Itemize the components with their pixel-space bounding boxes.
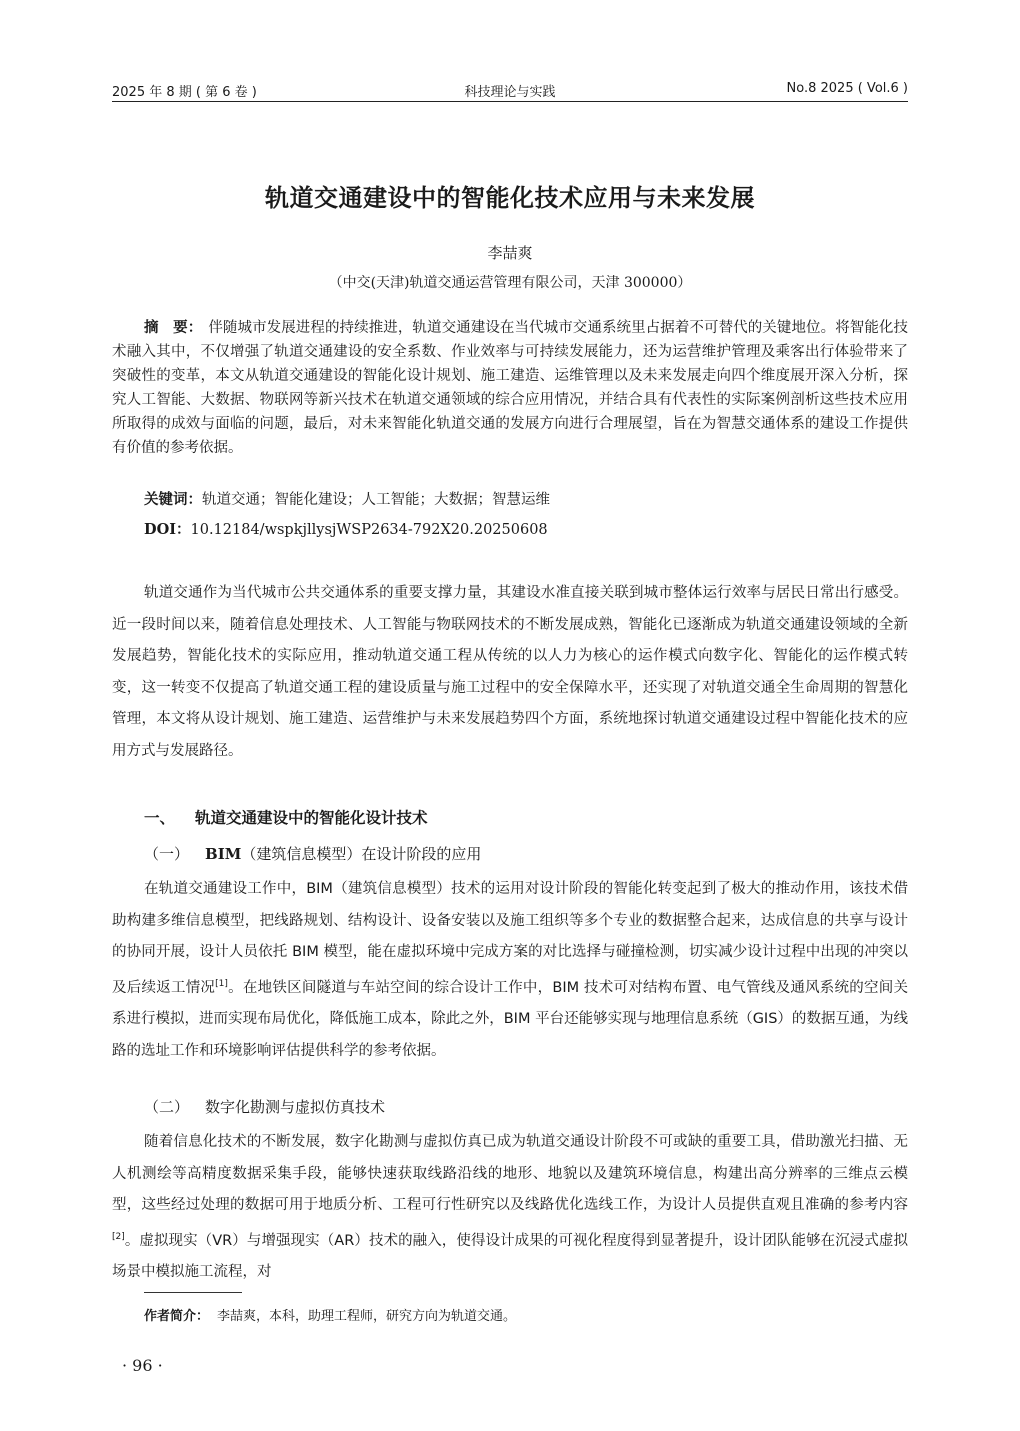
subsection-number: （一） bbox=[144, 845, 190, 863]
footnote-text: 李喆爽，本科，助理工程师，研究方向为轨道交通。 bbox=[217, 1309, 517, 1324]
author-footnote bbox=[144, 1305, 516, 1324]
author-affiliation: （中交(天津)轨道交通运营管理有限公司，天津 300000） bbox=[328, 275, 692, 291]
issue-info: 2025 年 8 期 ( 第 6 卷 ) bbox=[112, 85, 257, 100]
intro-paragraph: 轨道交通作为当代城市公共交通体系的重要支撑力量，其建设水准直接关联到城市整体运行效率与居民日常出行感受。近一段时间以来，随着信息处理技术、人工智能与物联网技术的不断发展成熟，智能化已逐渐成为轨道交通建设领域的全新发展趋势，智能化技术的实际应用，推动轨道交通工程从传统的以人力为核心的运作模式向数字化、智能化的运作模式转变，这一转变不仅提高了轨道交通工程的建设质量与施工过程中的安全保障水平，还实现了对轨道交通全生命周期的智慧化管理，本文将从设计规划、施工建造、运营维护与未来发展趋势四个方面，系统地探讨轨道交通建设过程中智能化技术的应用方式与发展路径。 bbox=[112, 585, 908, 759]
subsection-heading-1 bbox=[144, 843, 481, 864]
survey-paragraph-main: 随着信息化技术的不断发展，数字化勘测与虚拟仿真已成为轨道交通设计阶段不可或缺的重要工具，借助激光扫描、无人机测绘等高精度数据采集手段，能够快速获取线路沿线的地形、地貌以及建筑环境信息，构建出高分辨率的三维点云模型，这些经过处理的数据可用于地质分析、工程可行性研究以及线路优化选线工作，为设计人员提供直观且准确的参考内容 bbox=[112, 1134, 908, 1213]
keywords-text: 轨道交通；智能化建设；人工智能；大数据；智慧运维 bbox=[202, 492, 550, 508]
bim-paragraph-main: 在轨道交通建设工作中，BIM（建筑信息模型）技术的运用对设计阶段的智能化转变起到了极大的推动作用，该技术借助构建多维信息模型，把线路规划、结构设计、设备安装以及施工组织等多个专业的数据整合起来，达成信息的共享与设计的协同开展，设计人员依托 BIM 模型，能在虚拟环境中完成方案的对比选择与碰撞检测，切实减少设计过程中出现的冲突以及后续返工情况 bbox=[112, 881, 908, 996]
subsection-title: （建筑信息模型）在设计阶段的应用 bbox=[241, 845, 482, 863]
survey-paragraph bbox=[112, 1127, 908, 1289]
abstract-label: 摘 要： bbox=[144, 320, 203, 336]
section-title: 轨道交通建设中的智能化设计技术 bbox=[195, 809, 428, 827]
page-number: · 96 · bbox=[122, 1356, 163, 1375]
bim-paragraph-tail: 。在地铁区间隧道与车站空间的综合设计工作中，BIM 技术可对结构布置、电气管线及通风系统的空间关系进行模拟，进而实现布局优化，降低施工成本，除此之外，BIM 平台还能够实现与地理信息系统（GIS）的数据互通，为线路的选址工作和环境影响评估提供科学的参考依据。 bbox=[112, 979, 908, 1059]
running-header bbox=[112, 78, 908, 102]
volume-info: No.8 2025 ( Vol.6 ) bbox=[786, 81, 908, 96]
footnote-rule bbox=[144, 1292, 242, 1293]
bim-paragraph bbox=[112, 874, 908, 1067]
doi-text: 10.12184/wspkjllysjWSP2634-792X20.20250608 bbox=[190, 522, 548, 538]
footnote-label: 作者简介： bbox=[144, 1309, 210, 1324]
author-name: 李喆爽 bbox=[487, 244, 533, 262]
doi bbox=[144, 518, 908, 539]
section-heading-1 bbox=[144, 806, 428, 828]
abstract bbox=[112, 316, 908, 460]
header-rule bbox=[112, 101, 908, 102]
keywords bbox=[144, 488, 908, 509]
paper-title: 轨道交通建设中的智能化技术应用与未来发展 bbox=[265, 184, 755, 212]
journal-name: 科技理论与实践 bbox=[464, 85, 556, 100]
subsection-title-bim: BIM bbox=[205, 845, 242, 863]
doi-label: DOI： bbox=[144, 521, 191, 538]
citation-ref: [2] bbox=[112, 1231, 125, 1242]
abstract-text: 伴随城市发展进程的持续推进，轨道交通建设在当代城市交通系统里占据着不可替代的关键地位。将智能化技术融入其中，不仅增强了轨道交通建设的安全系数、作业效率与可持续发展能力，还为运营维护管理及乘客出行体验带来了突破性的变革，本文从轨道交通建设的智能化设计规划、施工建造、运维管理以及未来发展走向四个维度展开深入分析，探究人工智能、大数据、物联网等新兴技术在轨道交通领域的综合应用情况，并结合具有代表性的实际案例剖析这些技术应用所取得的成效与面临的问题，最后，对未来智能化轨道交通的发展方向进行合理展望，旨在为智慧交通体系的建设工作提供有价值的参考依据。 bbox=[112, 320, 909, 456]
citation-ref: [1] bbox=[215, 978, 228, 989]
survey-paragraph-tail: 。虚拟现实（VR）与增强现实（AR）技术的融入，使得设计成果的可视化程度得到显著提升，设计团队能够在沉浸式虚拟场景中模拟施工流程，对 bbox=[112, 1232, 908, 1280]
keywords-label: 关键词： bbox=[144, 492, 202, 508]
subsection-heading-2 bbox=[144, 1096, 385, 1117]
section-number: 一、 bbox=[144, 809, 176, 827]
subsection-number: （二） bbox=[144, 1098, 190, 1116]
subsection-title: 数字化勘测与虚拟仿真技术 bbox=[205, 1098, 386, 1116]
